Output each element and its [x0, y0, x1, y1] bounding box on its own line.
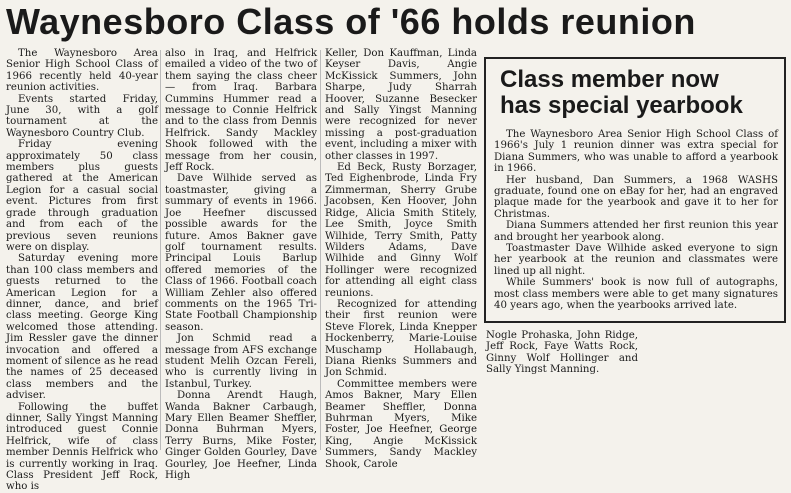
paragraph: Dave Wilhide served as toastmaster, giving a summary of events in 1966. Joe Heefner discussed possible awards for the future. Amos Bakner gave golf tournament results. Principal Louis Barlup offered memories of the Class of 1966. Football coach William Zehler also offered comments on the 1965 Tri-State Football Championship season.: [165, 173, 317, 333]
paragraph: Toastmaster Dave Wilhide asked everyone to sign her yearbook at the reunion and classmates were lined up all night.: [494, 243, 778, 277]
sidebar-title-line: Class member now: [500, 66, 719, 93]
paragraph: Ed Beck, Rusty Borzager, Ted Eighenbrode, Linda Fry Zimmerman, Sherry Grube Jacobsen, Ken Hoover, John Ridge, Alicia Smith Stitely, Lee Smith, Joyce Smith Wilhide, Terry Smith, Patty Wilders Adams, Dave Wilhide and Ginny Wolf Hollinger were recognized for attending all eight class reunions.: [325, 162, 477, 299]
paragraph: Donna Arendt Haugh, Wanda Bakner Carbaugh, Mary Ellen Beamer Sheffler, Donna Buhrman Myers, Terry Burns, Mike Foster, Ginger Golden Gourley, Dave Gourley, Joe Heefner, Linda High: [165, 390, 317, 482]
paragraph: While Summers' book is now full of autographs, most class members were able to get many signatures 40 years ago, when the yearbooks arrived late.: [494, 277, 778, 312]
article-column-1: [6, 48, 158, 493]
paragraph: Committee members were Amos Bakner, Mary Ellen Beamer Sheffler, Donna Buhrman Myers, Mike Foster, Joe Heefner, George King, Angie McKissick Summers, Sandy Mackley Shook, Carole: [325, 378, 477, 470]
paragraph: also in Iraq, and Helfrick emailed a video of the two of them saying the class cheer — from Iraq. Barbara Cummins Hummer read a message to Connie Helfrick and to the class from Dennis Helfrick. Sandy Mackley Shook followed with the message from her cousin, Jeff Rock.: [165, 48, 317, 174]
paragraph: Friday evening approximately 50 class members plus guests gathered at the American Legion for a casual social event. Pictures from first grade through graduation and from each of the previous seven reunions were on display.: [6, 139, 158, 253]
article-column-2: [165, 48, 317, 481]
article-column-3: [325, 48, 477, 470]
paragraph: Following the buffet dinner, Sally Yingst Manning introduced guest Connie Helfrick, wife of class member Dennis Helfrick who is currently working in Iraq. Class President Jeff Rock, who is: [6, 401, 158, 493]
paragraph: Jon Schmid read a message from AFS exchange student Melih Ozcan Fereli, who is currently living in Istanbul, Turkey.: [165, 333, 317, 390]
headline: Waynesboro Class of '66 holds reunion: [6, 1, 696, 42]
sidebar-title: [500, 67, 780, 119]
sidebar-body: [494, 129, 778, 312]
paragraph: Diana Summers attended her first reunion this year and brought her yearbook along.: [494, 220, 778, 243]
paragraph: The Waynesboro Area Senior High School Class of 1966 recently held 40-year reunion activities.: [6, 48, 158, 94]
paragraph: Events started Friday, June 30, with a golf tournament at the Waynesboro Country Club.: [6, 93, 158, 139]
sidebar-box: [484, 57, 786, 323]
column-divider: [160, 50, 161, 450]
paragraph: The Waynesboro Area Senior High School Class of 1966's July 1 reunion dinner was extra special for Diana Summers, who was unable to afford a yearbook in 1966.: [494, 129, 778, 175]
sidebar-title-line: has special yearbook: [500, 92, 743, 119]
paragraph: Nogle Prohaska, John Ridge, Jeff Rock, Faye Watts Rock, Ginny Wolf Hollinger and Sally Yingst Manning.: [486, 330, 638, 376]
paragraph: Keller, Don Kauffman, Linda Keyser Davis, Angie McKissick Summers, John Sharpe, Judy Sharrah Hoover, Suzanne Besecker and Sally Yingst Manning were recognized for never missing a post-graduation event, including a mixer with other classes in 1997.: [325, 48, 477, 162]
article-column-4: [486, 330, 638, 376]
paragraph: Recognized for attending their first reunion were Steve Florek, Linda Knepper Hockenberry, Marie-Louise Muschamp Hollabaugh, Diana Rienks Summers and Jon Schmid.: [325, 298, 477, 379]
paragraph: Saturday evening more than 100 class members and guests returned to the American Legion for a dinner, dance, and brief class meeting. George King welcomed those attending. Jim Ressler gave the dinner invocation and offered a moment of silence as he read the names of 25 deceased class members and the adviser.: [6, 253, 158, 402]
paragraph: Her husband, Dan Summers, a 1968 WASHS graduate, found one on eBay for her, had an engraved plaque made for the yearbook and gave it to her for Christmas.: [494, 174, 778, 220]
column-divider: [320, 50, 321, 450]
